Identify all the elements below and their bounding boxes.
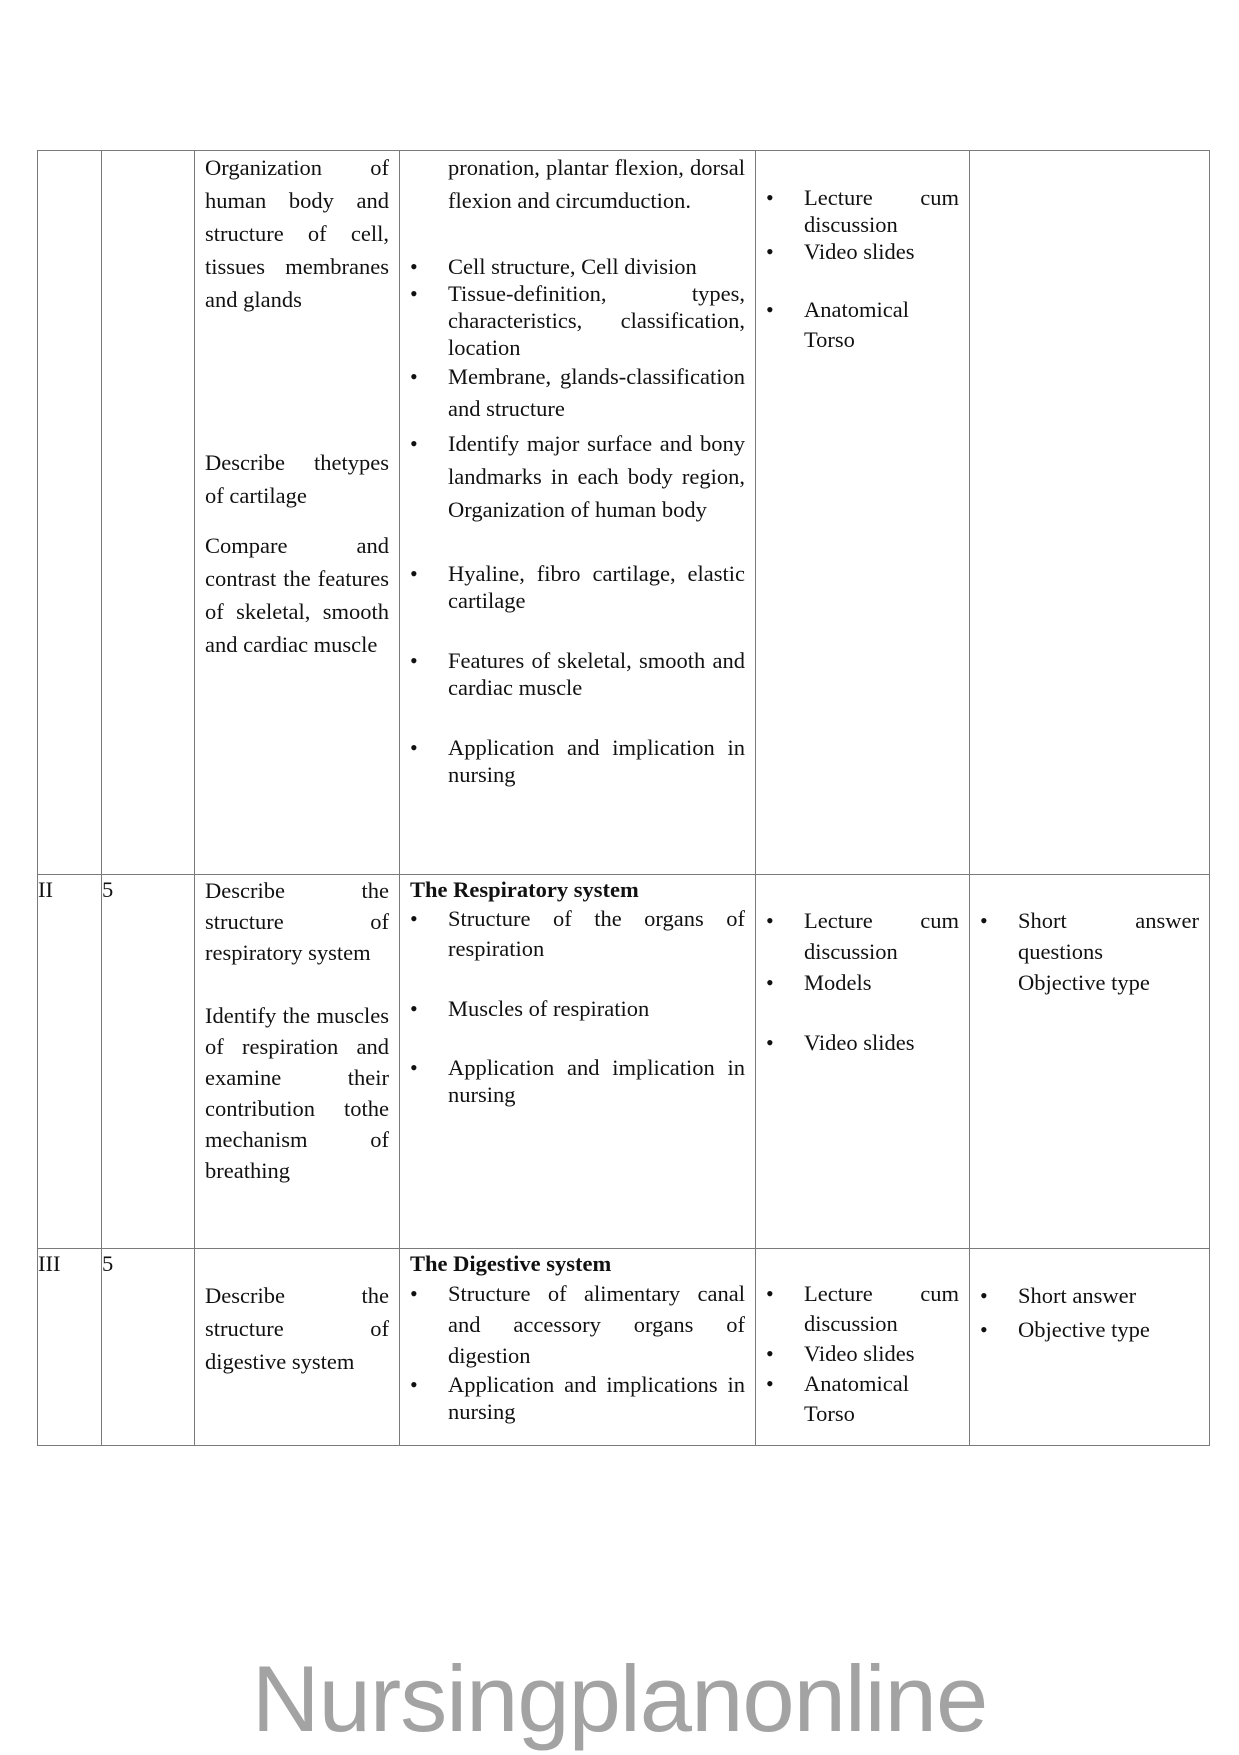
methods-list bbox=[756, 184, 969, 355]
list-item: • Membrane, glands-classification and structure bbox=[400, 361, 755, 425]
methods-cell bbox=[756, 875, 970, 1249]
list-item: • Anatomical Torso bbox=[756, 295, 969, 355]
methods-cell bbox=[756, 151, 970, 875]
list-item: • Identify major surface and bony landmarks in each body region, Organization of human body bbox=[400, 427, 755, 526]
content-title: The Digestive system bbox=[410, 1251, 612, 1276]
list-item: • Lecture cum discussion bbox=[756, 1279, 969, 1339]
content-list bbox=[400, 1278, 755, 1425]
objective-text: Identify the muscles of respiration and examine their contribution tothe mechanism of breathing bbox=[205, 1003, 389, 1183]
list-item: • Muscles of respiration bbox=[400, 994, 755, 1023]
list-item: • Structure of the organs of respiration bbox=[400, 904, 755, 964]
assessment-list bbox=[970, 905, 1209, 967]
objective-text: Compare and contrast the features of skeletal, smooth and cardiac muscle bbox=[205, 533, 389, 657]
list-item: • Application and implications in nursing bbox=[400, 1371, 755, 1425]
table-row-continued bbox=[38, 151, 1210, 875]
methods-list bbox=[756, 1279, 969, 1429]
content-cell bbox=[400, 1249, 756, 1446]
objectives-cell bbox=[195, 151, 400, 875]
unit-number-cell: III bbox=[38, 1249, 102, 1446]
content-cell bbox=[400, 151, 756, 875]
objective-text: Organization of human body and structure of cell, tissues membranes and glands bbox=[205, 155, 389, 312]
list-item: • Hyaline, fibro cartilage, elastic cartilage bbox=[400, 560, 755, 614]
assessment-list bbox=[970, 1279, 1209, 1347]
objective-text: Describe the structure of digestive system bbox=[205, 1283, 389, 1374]
list-item: • Features of skeletal, smooth and cardiac muscle bbox=[400, 647, 755, 701]
content-cell bbox=[400, 875, 756, 1249]
assessment-cell bbox=[970, 1249, 1210, 1446]
objective-text: Describe thetypes of cartilage bbox=[205, 450, 389, 508]
list-item: • Application and implication in nursing bbox=[400, 1054, 755, 1108]
assessment-extra-text: Objective type bbox=[1018, 970, 1150, 995]
table-row-unit-iii bbox=[38, 1249, 1210, 1446]
list-item: • Short answer bbox=[970, 1279, 1209, 1313]
list-item: • Video slides bbox=[756, 238, 969, 265]
list-item: • Lecture cum discussion bbox=[756, 905, 969, 967]
hours-cell bbox=[102, 151, 195, 875]
list-item: • Video slides bbox=[756, 1028, 969, 1057]
list-item: • Structure of alimentary canal and accessory organs of digestion bbox=[400, 1278, 755, 1371]
content-list bbox=[400, 904, 755, 1108]
list-item: • Video slides bbox=[756, 1339, 969, 1369]
objectives-cell bbox=[195, 875, 400, 1249]
content-continuation-text: pronation, plantar flexion, dorsal flexion and circumduction. bbox=[448, 155, 745, 213]
syllabus-table bbox=[37, 150, 1210, 1446]
list-item: • Short answer questions bbox=[970, 905, 1209, 967]
list-item: • Lecture cum discussion bbox=[756, 184, 969, 238]
list-item: • Anatomical Torso bbox=[756, 1369, 969, 1429]
methods-list bbox=[756, 905, 969, 1057]
objectives-cell bbox=[195, 1249, 400, 1446]
list-item: • Application and implication in nursing bbox=[400, 734, 755, 788]
unit-number-cell: II bbox=[38, 875, 102, 1249]
objective-text: Describe the structure of respiratory system bbox=[205, 878, 389, 965]
watermark-text: Nursingplanonline bbox=[251, 1646, 988, 1751]
content-title: The Respiratory system bbox=[410, 877, 639, 902]
list-item: • Cell structure, Cell division bbox=[400, 253, 755, 280]
methods-cell bbox=[756, 1249, 970, 1446]
list-item: • Objective type bbox=[970, 1313, 1209, 1347]
assessment-cell bbox=[970, 151, 1210, 875]
table-row-unit-ii bbox=[38, 875, 1210, 1249]
unit-number-cell bbox=[38, 151, 102, 875]
list-item: • Tissue-definition, types, characteristics, classification, location bbox=[400, 280, 755, 361]
list-item: • Models bbox=[756, 967, 969, 998]
hours-cell: 5 bbox=[102, 1249, 195, 1446]
content-list bbox=[400, 253, 755, 788]
assessment-cell bbox=[970, 875, 1210, 1249]
hours-cell: 5 bbox=[102, 875, 195, 1249]
